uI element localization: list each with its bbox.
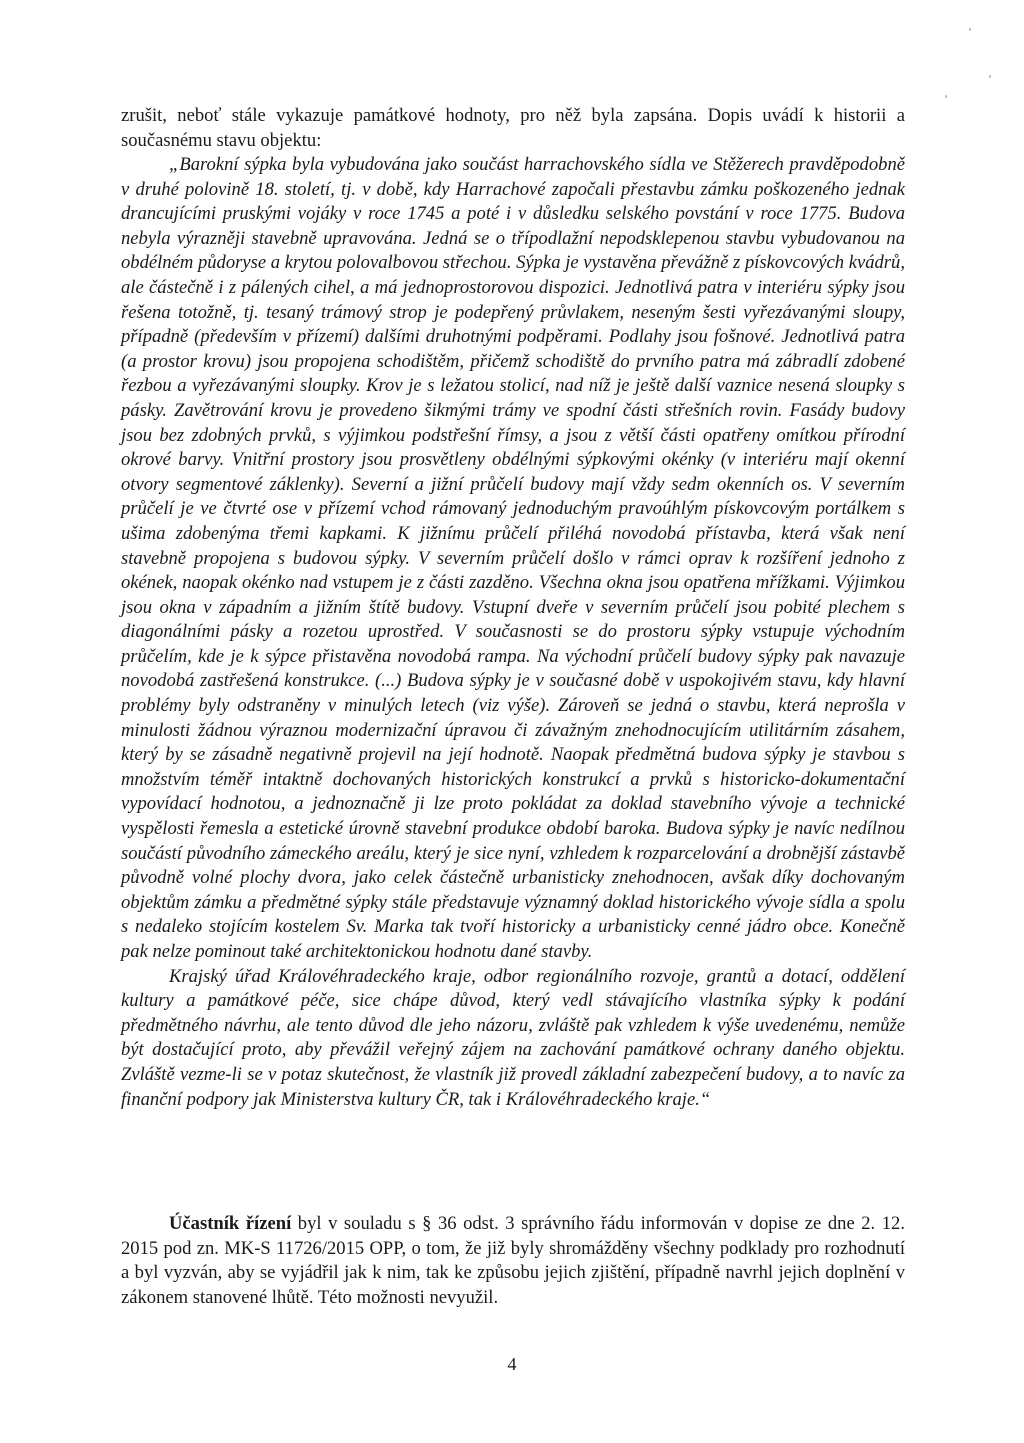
quote-paragraph-2: Krajský úřad Královéhradeckého kraje, odbor regionálního rozvoje, grantů a dotací, oddělení kultury a památkové péče, sice chápe důvod, který vedl stávajícího vlastníka sýpky k podání předmětného návrhu, ale tento důvod dle jeho názoru, zvláště pak vzhledem k výše uvedenému, nemůže být dostačující proto, aby převážil veřejný zájem na zachování památkové ochrany daného objektu. Zvláště vezme-li se v potaz skutečnost, že vlastník již provedl základní zabezpečení budovy, a to navíc za finanční podpory jak Ministerstva kultury ČR, tak i Královéhradeckého kraje.“: [121, 965, 905, 1110]
participant-text: [121, 1212, 905, 1310]
quoted-letter: [121, 153, 905, 1112]
participant-heading: Účastník řízení: [169, 1213, 292, 1234]
quote-paragraph-1: „Barokní sýpka byla vybudována jako součást harrachovského sídla ve Stěžerech pravděpodobně v druhé polovině 18. století, tj. v době, kdy Harrachové započali přestavbu zámku poškozeného jednak drancujícími pruskými vojáky v roce 1745 a poté i v důsledku selského povstání v roce 1775. Budova nebyla výrazněji stavebně upravována. Jedná se o třípodlažní nepodsklepenou stavbu vybudovanou na obdélném půdoryse a krytou polovalbovou střechou. Sýpka je vystavěna převážně z pískovcových kvádrů, ale částečně i z pálených cihel, a má jednoprostorovou dispozici. Jednotlivá patra v interiéru sýpky jsou řešena totožně, tj. tesaný trámový strop je podepřený průvlakem, neseným šesti vyřezávanými sloupy, případně (především v přízemí) dalšími druhotnými podpěrami. Podlahy jsou fošnové. Jednotlivá patra (a prostor krovu) jsou propojena schodištěm, přičemž schodiště do prvního patra má zábradlí zdobené řezbou a vyřezávanými sloupky. Krov je s ležatou stolicí, nad níž je ještě další vaznice nesená sloupky s pásky. Zavětrování krovu je provedeno šikmými trámy ve spodní části střešních rovin. Fasády budovy jsou bez zdobných prvků, s výjimkou podstřešní římsy, a jsou z větší části opatřeny omítkou přírodní okrové barvy. Vnitřní prostory jsou prosvětleny obdélnými sýpkovými okénky (v interiéru mají okenní otvory segmentové záklenky). Severní a jižní průčelí budovy mají vždy sedm okenních os. V severním průčelí je ve čtvrté ose v přízemí vchod rámovaný jednoduchým pravoúhlým pískovcovým portálkem s ušima zdobenýma třemi kapkami. K jižnímu průčelí přiléhá novodobá přístavba, která však není stavebně propojena s budovou sýpky. V severním průčelí došlo v rámci oprav k rozšíření jednoho z okének, naopak okénko nad vstupem je z části zazděno. Všechna okna jsou opatřena mřížkami. Výjimkou jsou okna v západním a jižním štítě budovy. Vstupní dveře v severním průčelí jsou pobité plechem s diagonálními pásky a rozetou uprostřed. V současnosti se do prostoru sýpky vstupuje východním průčelím, kde je k sýpce přistavěna novodobá rampa. Na východní průčelí budovy sýpky pak navazuje novodobá zastřešená konstrukce. (...) Budova sýpky je v současné době v uspokojivém stavu, kdy hlavní problémy byly odstraněny v minulých letech (viz výše). Zároveň se jedná o stavbu, která neprošla v minulosti žádnou výraznou modernizační úpravou či závažným znehodnocujícím utilitárním zásahem, který by se zásadně negativně projevil na její hodnotě. Naopak předmětná budova sýpky je stavbou s množstvím téměř intaktně dochovaných historických konstrukcí a prvků s historicko-dokumentační vypovídací hodnotou, a jednoznačně ji lze proto pokládat za doklad stavebního vývoje a technické vyspělosti řemesla a estetické úrovně stavební produkce období baroka. Budova sýpky je navíc nedílnou součástí původního zámeckého areálu, který je sice nyní, vzhledem k rozparcelování a drobnější zástavbě původně volné plochy dvora, jako celek částečně urbanisticky znehodnocen, avšak díky dochovaným objektům zámku a předmětné sýpky stále představuje významný doklad historického vývoje sídla a spolu s nedaleko stojícím kostelem Sv. Marka tak tvoří historicky a urbanisticky cenné jádro obce. Konečně pak nelze pominout také architektonickou hodnotu dané stavby.: [121, 154, 905, 962]
scan-speck: [969, 28, 971, 31]
intro-text: zrušit, neboť stále vykazuje památkové hodnoty, pro něž byla zapsána. Dopis uvádí k historii a současnému stavu objektu:: [121, 105, 905, 151]
intro-paragraph: [121, 104, 905, 153]
participant-paragraph: [121, 1212, 905, 1310]
scan-speck: [945, 95, 947, 98]
scan-speck: [989, 75, 991, 78]
participant-body: byl v souladu s § 36 odst. 3 správního řádu informován v dopise ze dne 2. 12. 2015 pod zn. MK-S 11726/2015 OPP, o tom, že již byly shromážděny všechny podklady pro rozhodnutí a byl vyzván, aby se vyjádřil jak k nim, tak ke způsobu jejich zjištění, případně navrhl jejich doplnění v zákonem stanovené lhůtě. Této možnosti nevyužil.: [121, 1213, 905, 1308]
page-number: 4: [507, 1354, 517, 1374]
